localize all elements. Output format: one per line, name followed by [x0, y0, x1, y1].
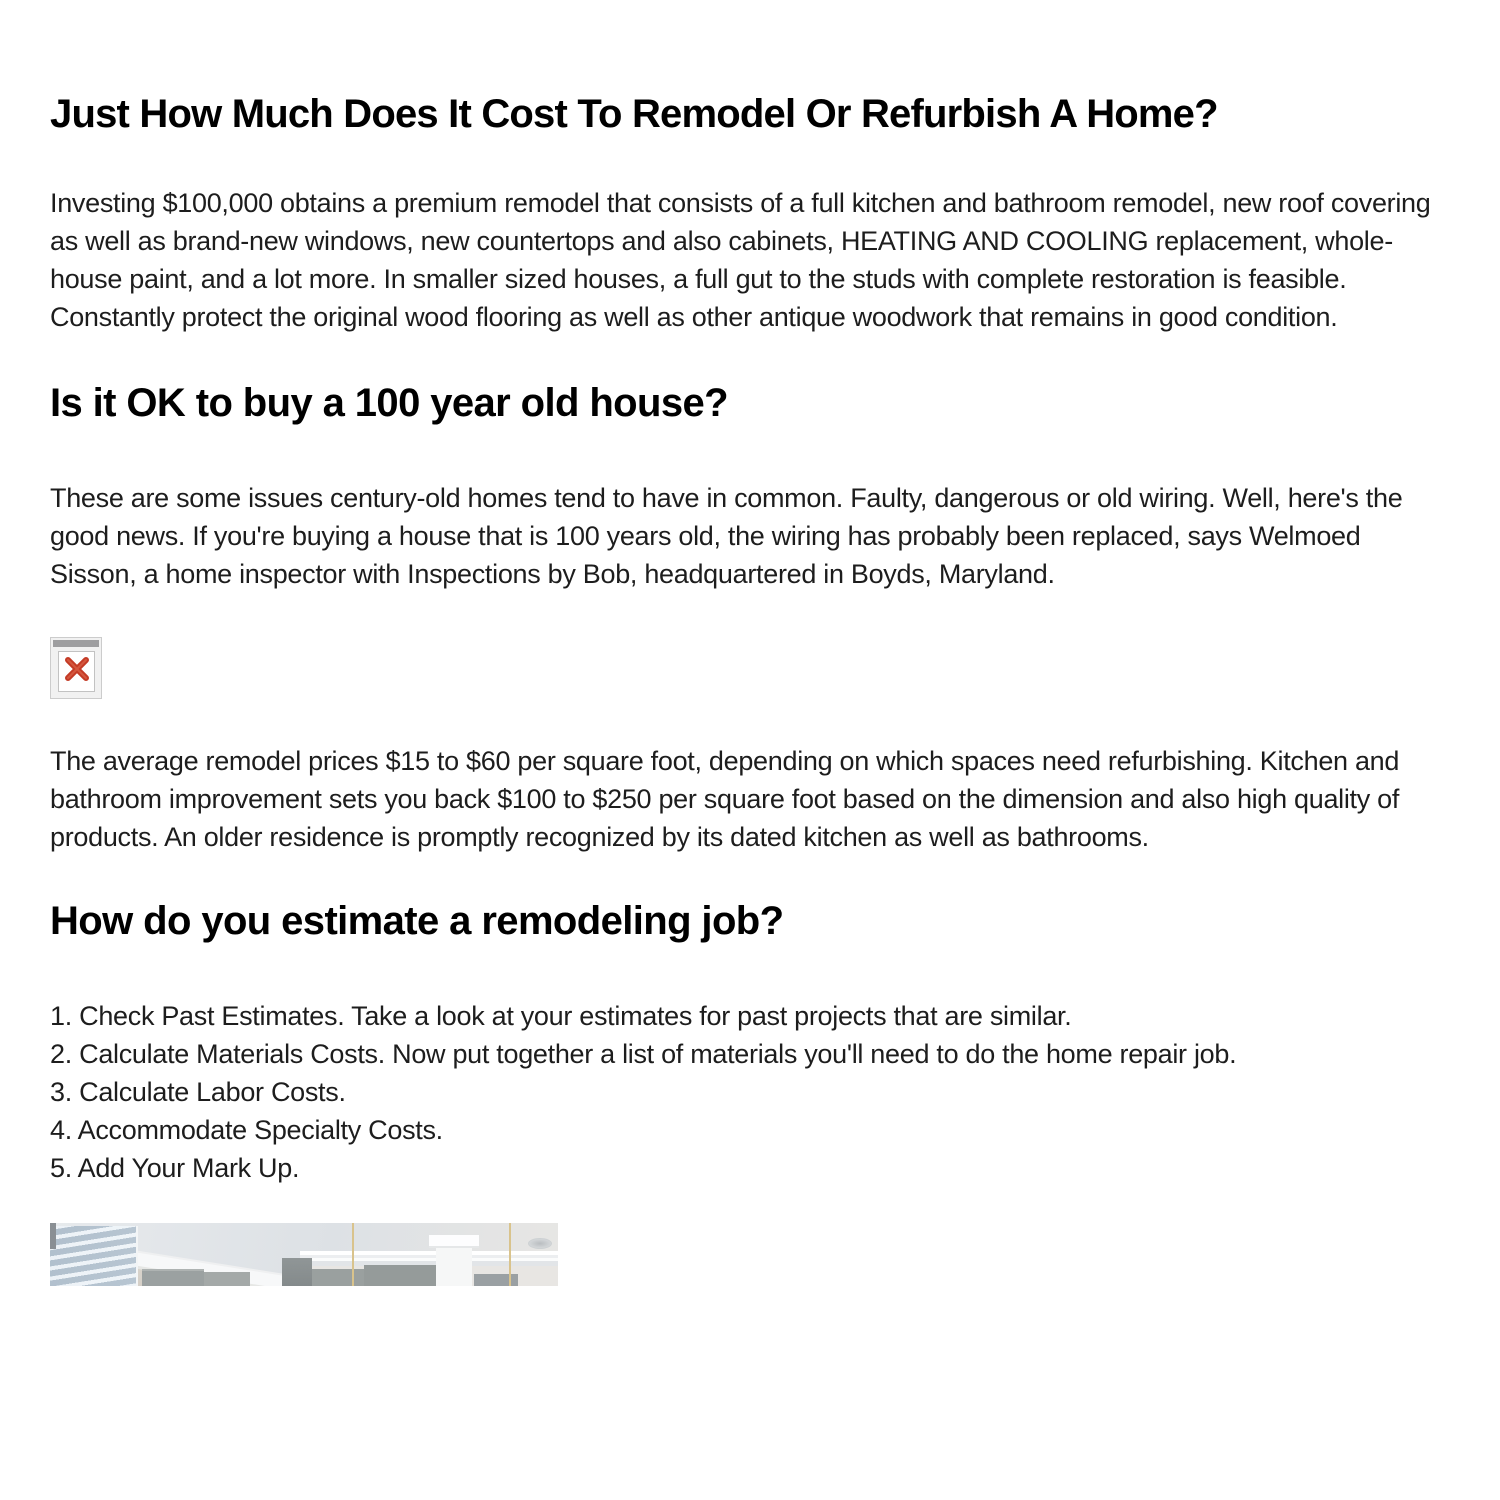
estimate-step: 2. Calculate Materials Costs. Now put together a list of materials you'll need to do the home repair job. [50, 1039, 1237, 1069]
document-page [50, 0, 1445, 1286]
estimate-step: 3. Calculate Labor Costs. [50, 1077, 346, 1107]
photo-crown-molding [300, 1251, 558, 1266]
kitchen-photo [50, 1223, 558, 1286]
broken-image-x-icon [64, 656, 90, 687]
photo-cabinet [204, 1272, 250, 1286]
broken-image-placeholder [50, 637, 102, 699]
photo-cabinet [364, 1265, 436, 1286]
broken-image-frame [58, 651, 95, 692]
old-house-paragraph: These are some issues century-old homes tend to have in common. Faulty, dangerous or old wiring. Well, here's the good news. If you're buying a house that is 100 years old, the wiring has probably been replaced, says Welmoed Sisson, a home inspector with Inspections by Bob, headquartered in Boyds, Maryland. [50, 483, 1403, 589]
photo-cabinet [474, 1274, 518, 1286]
photo-window-edge [50, 1223, 56, 1249]
photo-pillar [436, 1235, 472, 1286]
photo-pendant-rod [509, 1223, 511, 1286]
photo-cabinet [142, 1269, 204, 1286]
photo-cabinet [312, 1269, 364, 1286]
heading-estimate-job: How do you estimate a remodeling job? [50, 899, 784, 943]
estimate-step: 4. Accommodate Specialty Costs. [50, 1115, 443, 1145]
intro-paragraph: Investing $100,000 obtains a premium remodel that consists of a full kitchen and bathroom remodel, new roof covering as well as brand-new windows, new countertops and also cabinets, HEATING AND COOLING replacement, whole-house paint, and a lot more. In smaller sized houses, a full gut to the studs with complete restoration is feasible. Constantly protect the original wood flooring as well as other antique woodwork that remains in good condition. [50, 188, 1431, 332]
broken-image-topbar [53, 640, 99, 647]
photo-recessed-light [528, 1238, 552, 1249]
photo-range-hood [282, 1258, 312, 1286]
heading-old-house: Is it OK to buy a 100 year old house? [50, 381, 728, 425]
cost-paragraph: The average remodel prices $15 to $60 per square foot, depending on which spaces need refurbishing. Kitchen and bathroom improvement sets you back $100 to $250 per square foot based on the dimension and also high quality of products. An older residence is promptly recognized by its dated kitchen as well as bathrooms. [50, 746, 1400, 852]
photo-pendant-rod [352, 1223, 354, 1286]
photo-window-blinds [50, 1226, 138, 1286]
article-title: Just How Much Does It Cost To Remodel Or Refurbish A Home? [50, 92, 1218, 136]
estimate-step: 5. Add Your Mark Up. [50, 1153, 300, 1183]
estimate-step: 1. Check Past Estimates. Take a look at your estimates for past projects that are similar. [50, 1001, 1072, 1031]
